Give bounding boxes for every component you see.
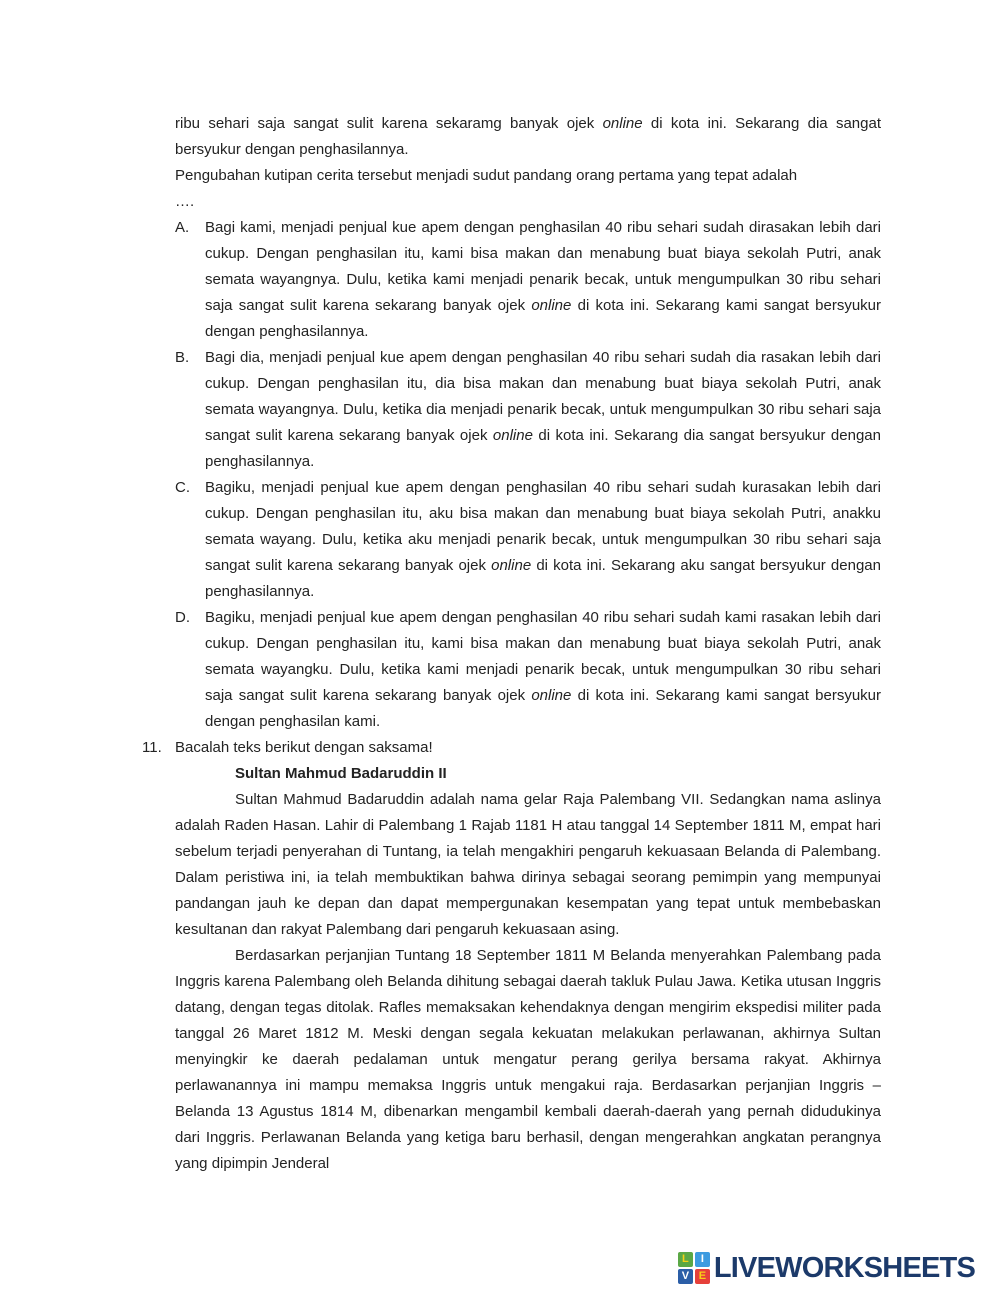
liveworksheets-wordmark: LIVEWORKSHEETS [713,1251,975,1284]
logo-cell-l: L [678,1252,693,1267]
option-c[interactable] [175,475,881,605]
worksheet-content [142,111,881,1177]
liveworksheets-logo[interactable] [678,1252,975,1284]
option-b[interactable] [175,345,881,475]
question-number: 11. [142,739,162,756]
option-text: Bagiku, menjadi penjual kue apem dengan penghasilan 40 ribu sehari sudah kurasakan lebih dari cukup. Dengan penghasilan itu, aku bisa makan dan menabung buat biaya sekolah Putri, anakku semata wayang. Dulu, ketika aku menjadi penarik becak, untuk mengumpulkan 30 ribu sehari saja sangat sulit karena sekarang banyak ojek online di kota ini. Sekarang aku sangat bersyukur dengan penghasilannya. [205,479,881,600]
question-prompt: Pengubahan kutipan cerita tersebut menjadi sudut pandang orang pertama yang tepat adalah [175,167,798,184]
question-instruction: Bacalah teks berikut dengan saksama! [175,739,433,756]
passage-paragraph-1: Sultan Mahmud Badaruddin adalah nama gelar Raja Palembang VII. Sedangkan nama aslinya adalah Raden Hasan. Lahir di Palembang 1 Rajab 1181 H atau tanggal 14 September 1811 M, empat hari sebelum terjadi penyerahan di Tuntang, ia telah mengakhiri pengaruh kekuasaan Belanda di Palembang. Dalam peristiwa ini, ia telah membuktikan bahwa dirinya sebagai seorang pemimpin yang mempunyai pandangan jauh ke depan dan dapat mempergunakan kesempatan yang tepat untuk membebaskan kesultanan dan rakyat Palembang dari pengaruh kekuasaan asing. [175,791,881,938]
question-11 [142,735,881,761]
story-excerpt-continuation: ribu sehari saja sangat sulit karena sekaramg banyak ojek online di kota ini. Sekarang dia sangat bersyukur dengan penghasilannya. [175,115,881,158]
logo-cell-i: I [695,1252,710,1267]
option-text: Bagi kami, menjadi penjual kue apem dengan penghasilan 40 ribu sehari sudah dirasakan lebih dari cukup. Dengan penghasilan itu, kami bisa makan dan menabung buat biaya sekolah Putri, anak semata wayangnya. Dulu, ketika kami menjadi penarik becak, untuk mengumpulkan 30 ribu sehari saja sangat sulit karena sekarang banyak ojek online di kota ini. Sekarang kami sangat bersyukur dengan penghasilannya. [205,219,881,340]
option-letter: A. [175,219,190,236]
reading-passage [175,761,881,1177]
option-text: Bagi dia, menjadi penjual kue apem dengan penghasilan 40 ribu sehari sudah dia rasakan lebih dari cukup. Dengan penghasilan itu, dia bisa makan dan menabung buat biaya sekolah Putri, anak semata wayangnya. Dulu, ketika dia menjadi penarik becak, untuk mengumpulkan 30 ribu sehari saja sangat sulit karena sekarang banyak ojek online di kota ini. Sekarang dia sangat bersyukur dengan penghasilannya. [205,349,881,470]
option-d[interactable] [175,605,881,735]
logo-cell-v: V [678,1269,693,1284]
passage-title: Sultan Mahmud Badaruddin II [235,765,447,782]
option-letter: D. [175,609,190,626]
option-a[interactable] [175,215,881,345]
logo-cell-e: E [695,1269,710,1284]
option-letter: C. [175,479,190,496]
passage-paragraph-2: Berdasarkan perjanjian Tuntang 18 September 1811 M Belanda menyerahkan Palembang pada Inggris karena Palembang oleh Belanda dihitung sebagai daerah takluk Pulau Jawa. Ketika utusan Inggris datang, dengan tegas ditolak. Rafles memaksakan kehendaknya dengan mengirim ekspedisi militer pada tanggal 26 Maret 1812 M. Meski dengan segala kekuatan melakukan perlawanan, akhirnya Sultan menyingkir ke daerah pedalaman untuk mengatur perang gerilya bersama rakyat. Akhirnya perlawanannya ini mampu memaksa Inggris untuk mengakui raja. Berdasarkan perjanjian Inggris – Belanda 13 Agustus 1814 M, dibenarkan mengambil kembali daerah-daerah yang pernah didudukinya dari Inggris. Perlawanan Belanda yang ketiga baru berhasil, dengan mengerahkan angkatan perangnya yang dipimpin Jenderal [175,947,881,1172]
option-text: Bagiku, menjadi penjual kue apem dengan penghasilan 40 ribu sehari sudah kami rasakan lebih dari cukup. Dengan penghasilan itu, kami bisa makan dan menabung buat biaya sekolah Putri, anak semata wayangku. Dulu, ketika kami menjadi penarik becak, untuk mengumpulkan 30 ribu sehari saja sangat sulit karena sekarang banyak ojek online di kota ini. Sekarang kami sangat bersyukur dengan penghasilan kami. [205,609,881,730]
option-letter: B. [175,349,190,366]
liveworksheets-icon [678,1252,710,1284]
ellipsis: …. [175,193,195,210]
